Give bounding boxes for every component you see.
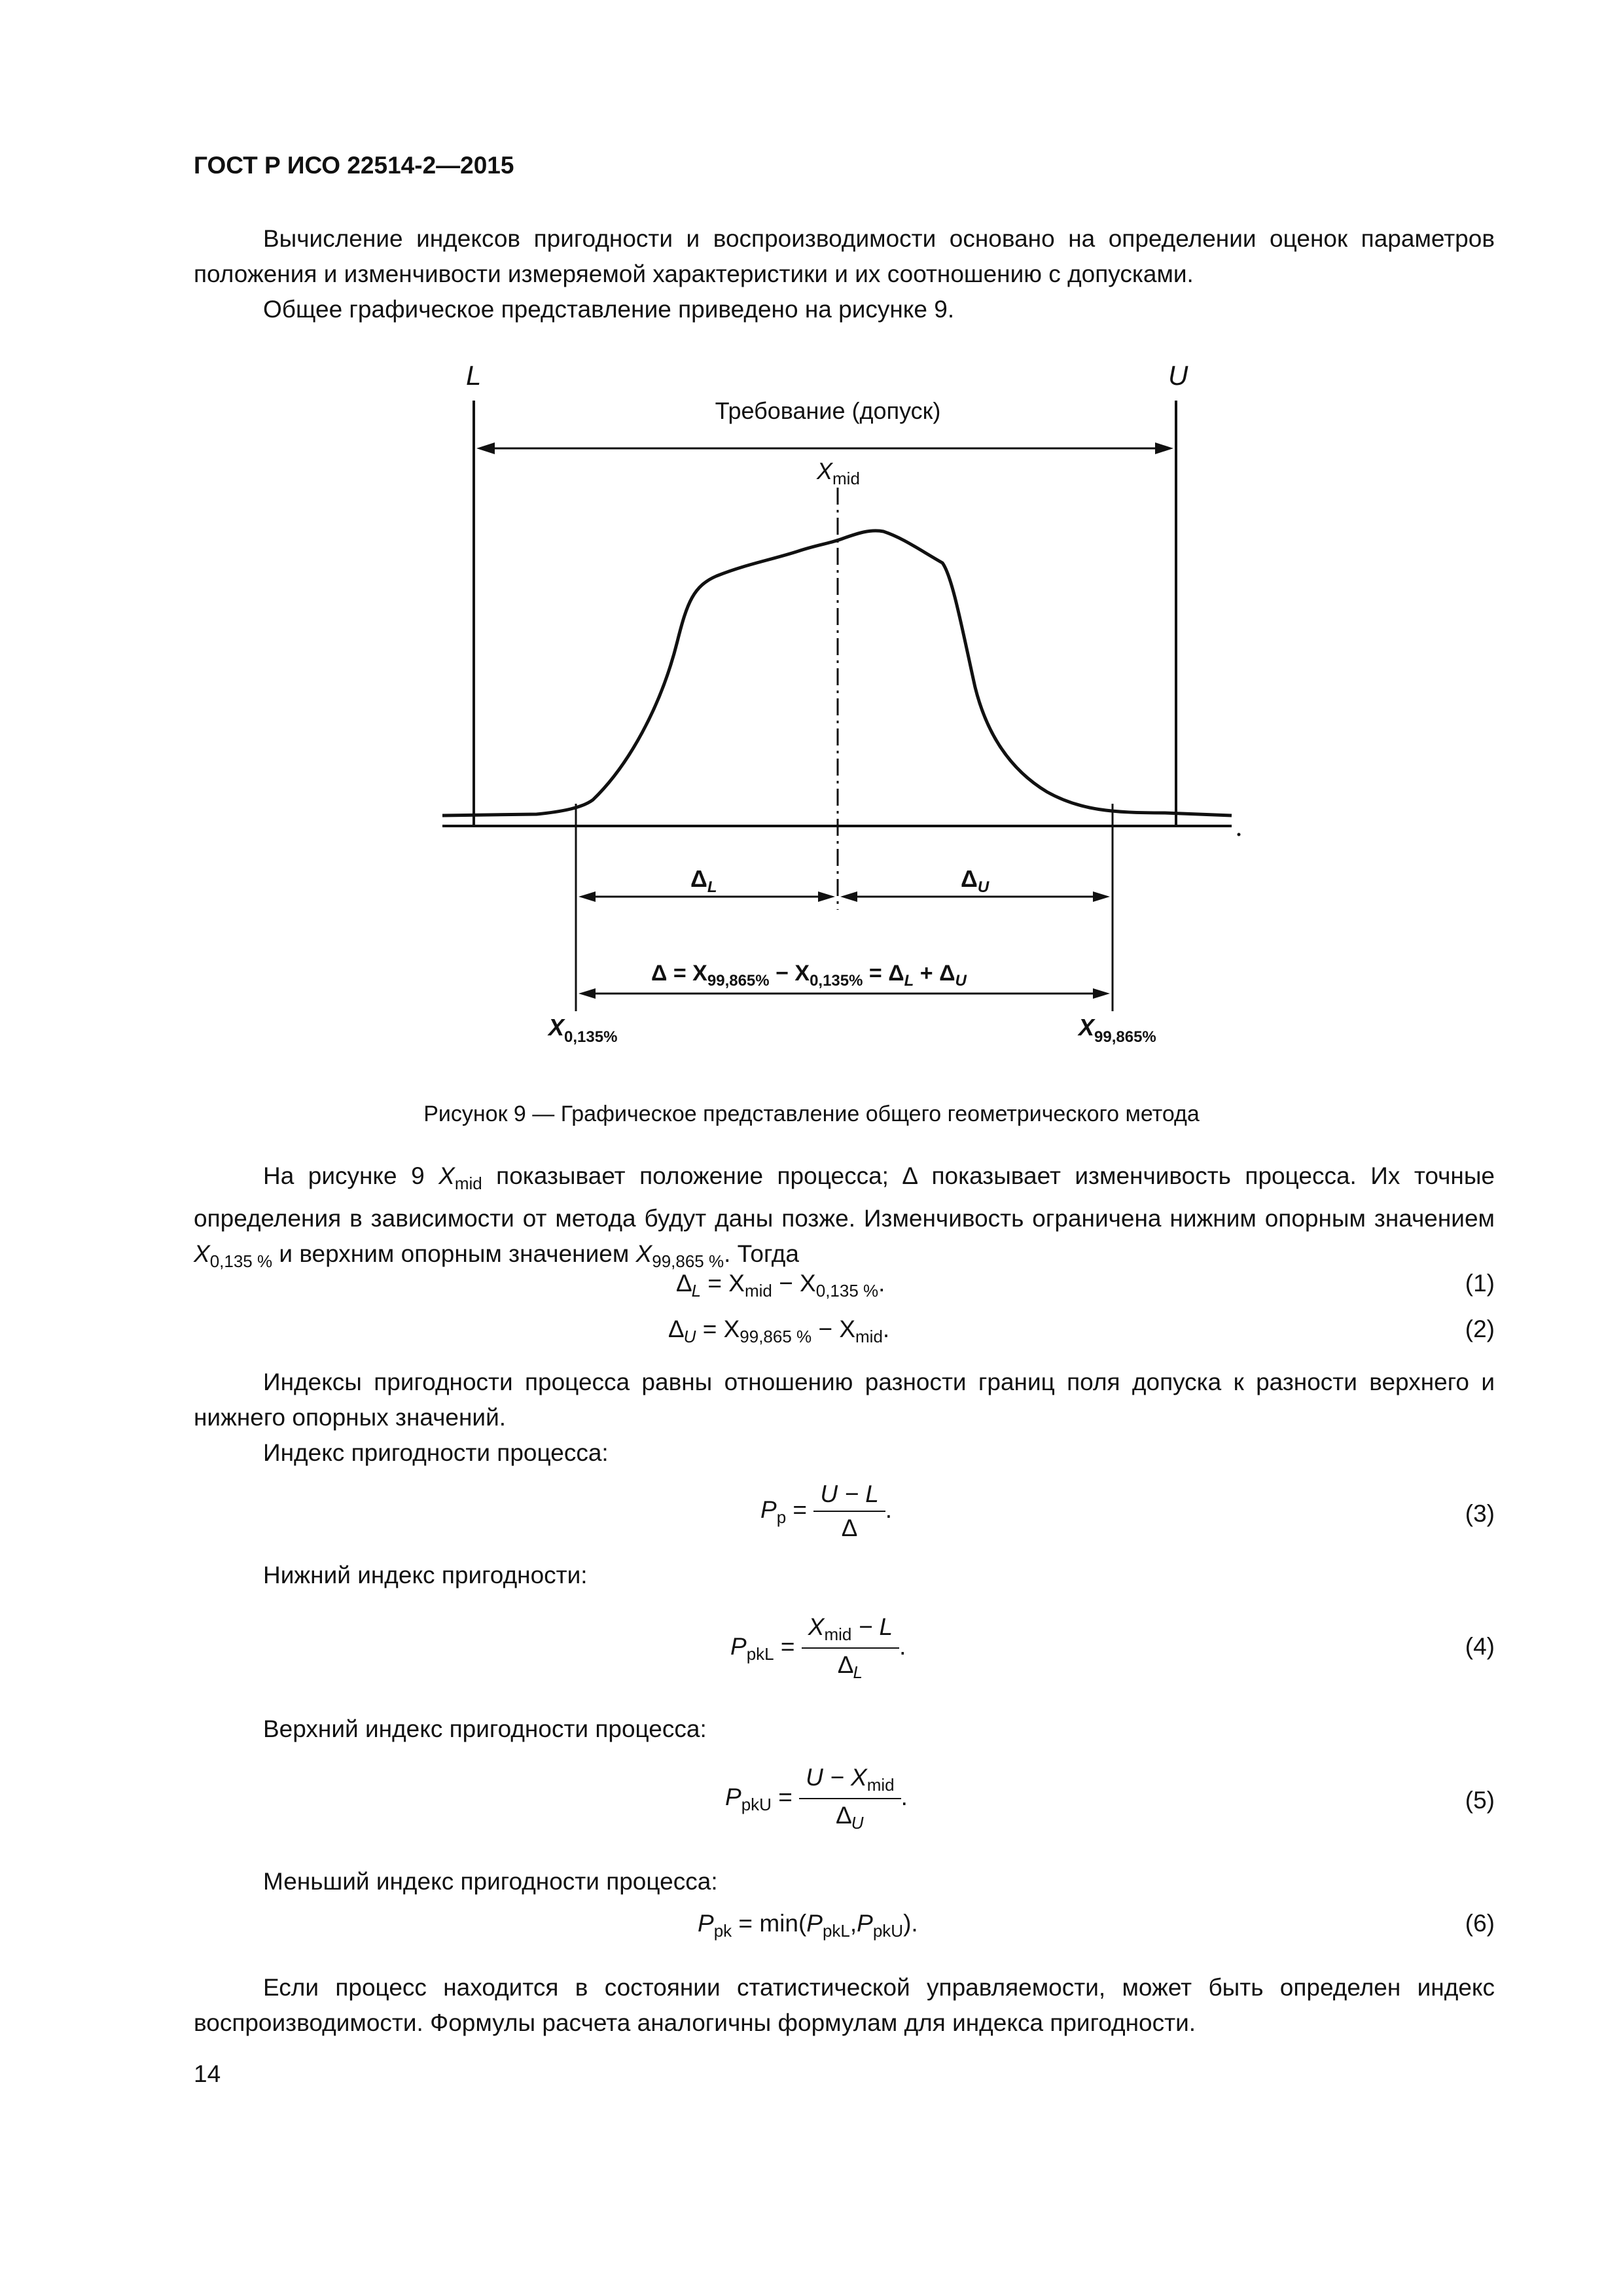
equation-2: $\Delta_U = X_{99,865 \%} - X_{mid}$. (2) — [669, 1316, 1495, 1346]
body-paragraph-2: Индексы пригодности процесса равны отношению разности границ поля допуска к разности верхнего и нижнего опорных значений. Индекс пригодности процесса: — [194, 1365, 1495, 1471]
label-delta-formula: $\Delta = X_{99,865\%} - X_{0,135\%} = \Delta_L + \Delta_U$ — [651, 961, 967, 990]
document-header: ГОСТ Р ИСО 22514-2—2015 — [194, 152, 514, 179]
equation-4: $P_{pkL}$ = $\frac{X_{mid} - L}{\Delta_L}$ . (4) — [730, 1613, 1495, 1682]
intro-paragraph-2: Общее графическое представление приведено на рисунке 9. — [263, 296, 955, 323]
label-U: U — [1168, 360, 1188, 391]
label-x-low: $X_{0,135\%}$ — [548, 1014, 618, 1046]
body-paragraph-4: Нижний индекс пригодности: — [263, 1562, 588, 1588]
equation-3: $P_p$ = $\frac{U - L}{\Delta}$ . (3) — [760, 1480, 1495, 1541]
label-delta-l: $\Delta_L$ — [690, 865, 717, 896]
equation-6-number: (6) — [1465, 1910, 1495, 1937]
label-requirement: Требование (допуск) — [715, 397, 941, 424]
body-paragraph-5: Верхний индекс пригодности процесса: — [263, 1715, 707, 1742]
label-x-high: $X_{99,865\%}$ — [1079, 1014, 1156, 1046]
label-L: L — [466, 360, 482, 391]
equation-3-number: (3) — [1465, 1500, 1495, 1527]
body-paragraph-6: Меньший индекс пригодности процесса: — [263, 1868, 718, 1895]
label-delta-u: $\Delta_U$ — [961, 865, 990, 896]
figure-9 — [0, 0, 1623, 1100]
page-number: 14 — [194, 2060, 221, 2087]
equation-1-number: (1) — [1465, 1270, 1495, 1297]
equation-1: $\Delta_L = X_{mid} - X_{0,135 \%}$. (1) — [677, 1270, 1495, 1300]
body-paragraph-1: На рисунке 9 $X_{mid}$ показывает положение процесса; ∆ показывает изменчивость процесса. Их точные определения в зависимости от метода будут даны позже. Изменчивость ограничена нижним опорным значением $X_{0,135 \%}$ и верхним опорным значением $X_{99,865 \%}$. Тогда — [194, 1162, 1495, 1271]
equation-5: $P_{pkU}$ = $\frac{U - X_{mid}}{\Delta_U}$ . (5) — [725, 1764, 1495, 1833]
equation-5-number: (5) — [1465, 1787, 1495, 1814]
equation-2-number: (2) — [1465, 1316, 1495, 1342]
body-paragraph-7: Если процесс находится в состоянии статистической управляемости, может быть определен индекс воспроизводимости. Формулы расчета аналогичны формулам для индекса пригодности. — [194, 1974, 1495, 2036]
equation-6: $P_{pk} = \min(P_{pkL},P_{pkU})$. (6) — [698, 1910, 1495, 1941]
label-xmid: $X_{mid}$ — [817, 457, 860, 488]
intro-paragraph-1: Вычисление индексов пригодности и воспроизводимости основано на определении оценок параметров положения и изменчивости измеряемой характеристики и их соотношению с допусками. — [194, 225, 1495, 287]
figure-caption: Рисунок 9 — Графическое представление общего геометрического метода — [423, 1102, 1200, 1126]
equation-4-number: (4) — [1465, 1633, 1495, 1660]
body-paragraph-3: Индекс пригодности процесса: — [263, 1439, 609, 1466]
